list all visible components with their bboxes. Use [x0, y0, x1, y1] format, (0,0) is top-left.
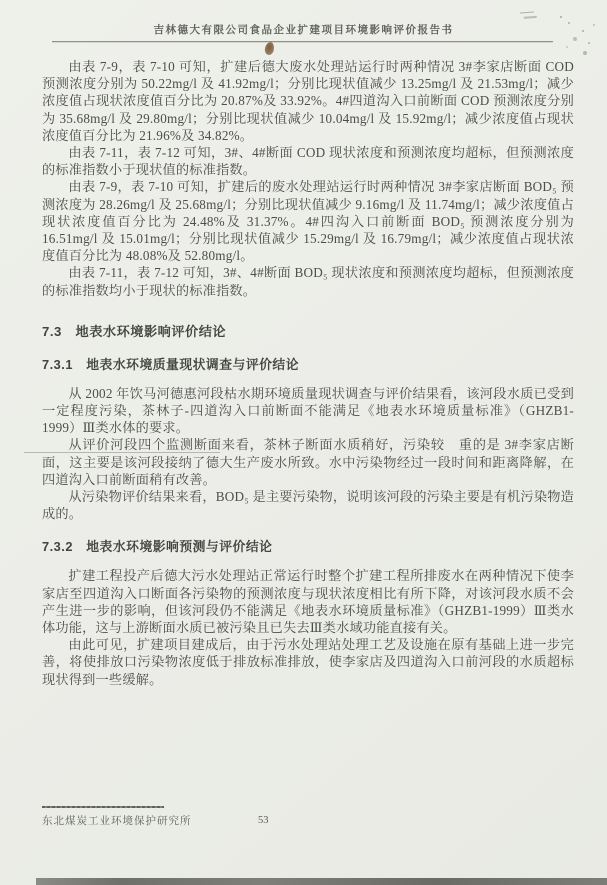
paragraph-current-quality: 从 2002 年饮马河德惠河段枯水期环境质量现状调查与评价结果看，该河段水质已受到一定程度污染，茶林子-四道沟入口前断面不能满足《地表水环境质量标准》（GHZB1-1999）Ⅲ类水体的要求。 — [42, 385, 574, 436]
scan-speckles — [560, 16, 562, 18]
stain-mark — [264, 41, 275, 55]
paragraph-section-comparison: 从评价河段四个监测断面来看，茶林子断面水质稍好，污染较 重的是 3#李家店断面，这主要是该河段接纳了德大生产废水所致。水中污染物经过一段时间和距离降解，在四道沟入口前断面稍有改善。 — [42, 437, 574, 487]
pencil-marks — [520, 12, 534, 16]
footer-page-number: 53 — [258, 815, 269, 826]
section-heading-7-3-2: 7.3.2 地表水环境影响预测与评价结论 — [42, 539, 273, 555]
document-body — [42, 58, 574, 688]
paragraph-bod-exceedance: 由表 7-11，表 7-12 可知，3#、4#断面 BOD₅ 现状浓度和预测浓度均超标，但预测浓度的标准指数均小于现状的标准指数。 — [42, 265, 574, 298]
paragraph-bod-prediction: 由表 7-9，表 7-10 可知，扩建后的废水处理站运行时两种情况 3#李家店断面 BOD₅ 预测浓度为 28.26mg/l 及 25.68mg/l；分别比现状值减少 9.16mg/l 及 11.74mg/l；减少浓度值占现状浓度值百分比为 24.48%及 31.37%。4#四沟入口前断面 BOD₅ 预测浓度分别为 16.51mg/l 及 15.01mg/l；分别比现状值减少 15.29mg/l 及 16.79mg/l；减少浓度值占现状浓度值百分比为 48.08%及 52.80mg/l。 — [42, 179, 574, 264]
section-heading-7-3-1: 7.3.1 地表水环境质量现状调查与评价结论 — [42, 356, 300, 372]
section-heading-7-3: 7.3 地表水环境影响评价结论 — [42, 323, 227, 339]
footer-organization: 东北煤炭工业环境保护研究所 — [42, 816, 192, 827]
footer-rule — [42, 806, 164, 808]
paragraph-final-conclusion: 由此可见，扩建项目建成后，由于污水处理站处理工艺及设施在原有基础上进一步完善，将使排放口污染物浓度低于排放标准排放，使李家店及四道沟入口前河段的水质超标现状得到一些缓解。 — [42, 637, 574, 687]
page-header-title: 吉林德大有限公司食品企业扩建项目环境影响评价报告书 — [153, 25, 454, 36]
paragraph-cod-prediction: 由表 7-9，表 7-10 可知，扩建后德大废水处理站运行时两种情况 3#李家店断面 COD 预测浓度分别为 50.22mg/l 及 41.92mg/l；分别比现状值减少 13.25mg/l 及 21.53mg/l；减少浓度值占现状浓度值百分比为 20.87%及 33.92%。4#四道沟入口前断面 COD 预测浓度分别为 35.68mg/l 及 29.80mg/l；分别比现状值减少 10.04mg/l 及 15.92mg/l；减少浓度值占现状浓度值百分比为 21.96%及 34.82%。 — [42, 59, 574, 143]
scan-edge — [36, 878, 607, 885]
paragraph-main-pollutant: 从污染物评价结果来看，BOD₅ 是主要污染物，说明该河段的污染主要是有机污染物造成的。 — [42, 489, 574, 522]
header-rule — [52, 41, 553, 42]
paragraph-prediction-conclusion: 扩建工程投产后德大污水处理站正常运行时整个扩建工程所排废水在两种情况下使李家店至四道沟入口断面各污染物的预测浓度与现状浓度相比有所下降，对该河段水质不会产生进一步的影响，但该河段仍不能满足《地表水环境质量标准》（GHZB1-1999）Ⅲ类水体功能，这与上游断面水质已被污染且已失去Ⅲ类水域功能直接有关。 — [42, 568, 574, 636]
paragraph-cod-exceedance: 由表 7-11，表 7-12 可知，3#、4#断面 COD 现状浓度和预测浓度均超标，但预测浓度的标准指数小于现状值的标准指数。 — [42, 145, 574, 178]
